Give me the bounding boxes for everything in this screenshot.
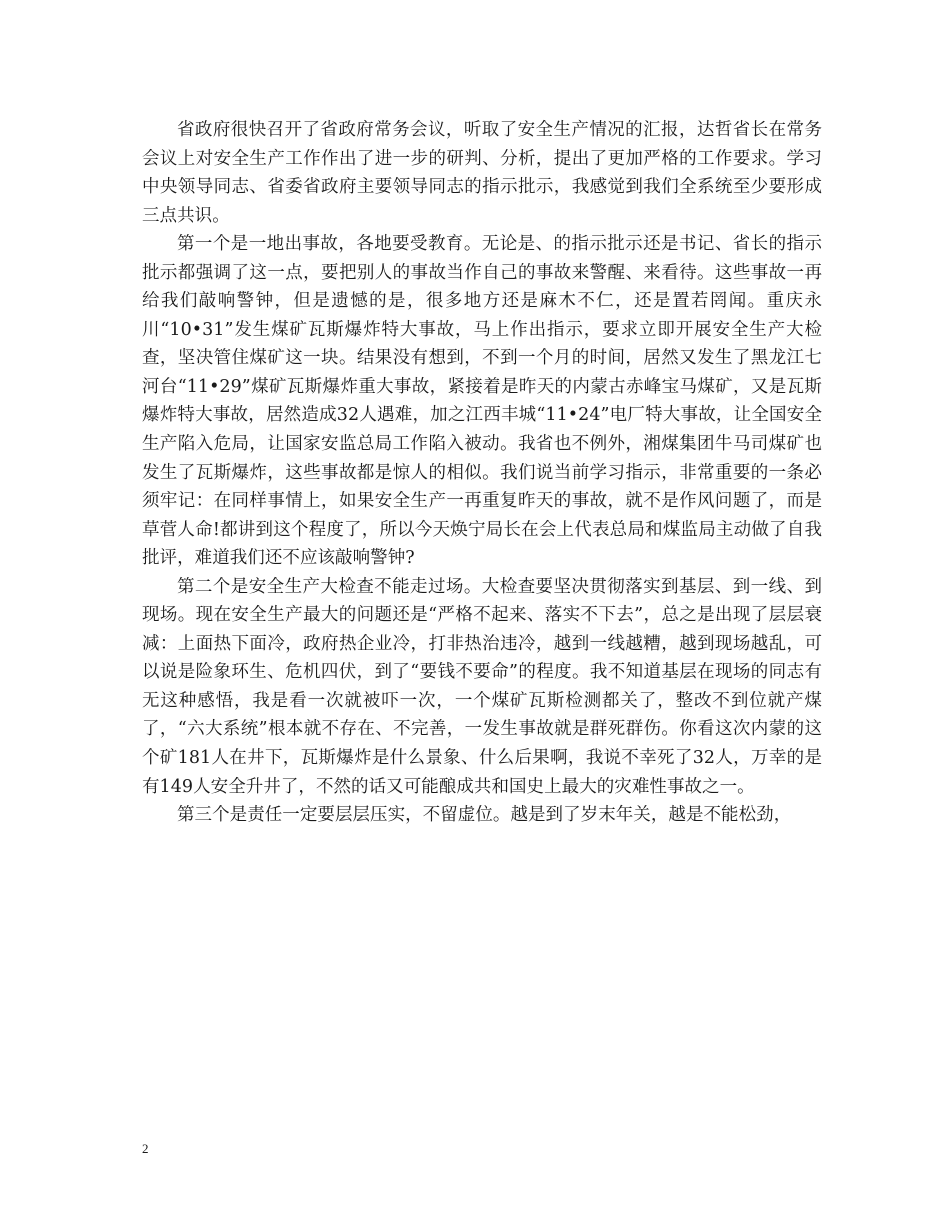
paragraph-4: 第三个是责任一定要层层压实，不留虚位。越是到了岁末年关，越是不能松劲， <box>177 805 792 826</box>
document-body <box>142 116 822 830</box>
paragraph-1: 省政府很快召开了省政府常务会议，听取了安全生产情况的汇报，达哲省长在常务会议上对安全生产工作作出了进一步的研判、分析，提出了更加严格的工作要求。学习中央领导同志、省委省政府主要领导同志的指示批示，我感觉到我们全系统至少要形成三点共识。 <box>142 120 822 226</box>
paragraph-2: 第一个是一地出事故，各地要受教育。无论是、的指示批示还是书记、省长的指示批示都强调了这一点，要把别人的事故当作自己的事故来警醒、来看待。这些事故一再给我们敲响警钟，但是遗憾的是，很多地方还是麻木不仁，还是置若罔闻。重庆永川“10•31”发生煤矿瓦斯爆炸特大事故，马上作出指示，要求立即开展安全生产大检查，坚决管住煤矿这一块。结果没有想到，不到一个月的时间，居然又发生了黑龙江七河台“11•29”煤矿瓦斯爆炸重大事故，紧接着是昨天的内蒙古赤峰宝马煤矿，又是瓦斯爆炸特大事故，居然造成32人遇难，加之江西丰城“11•24”电厂特大事故，让全国安全生产陷入危局，让国家安监总局工作陷入被动。我省也不例外，湘煤集团牛马司煤矿也发生了瓦斯爆炸，这些事故都是惊人的相似。我们说当前学习指示，非常重要的一条必须牢记：在同样事情上，如果安全生产一再重复昨天的事故，就不是作风问题了，而是草菅人命!都讲到这个程度了，所以今天焕宁局长在会上代表总局和煤监局主动做了自我批评，难道我们还不应该敲响警钟? <box>142 234 822 569</box>
paragraph-3: 第二个是安全生产大检查不能走过场。大检查要坚决贯彻落实到基层、到一线、到现场。现在安全生产最大的问题还是“严格不起来、落实不下去”，总之是出现了层层衰减：上面热下面冷，政府热企业冷，打非热治违冷，越到一线越糟，越到现场越乱，可以说是险象环生、危机四伏，到了“要钱不要命”的程度。我不知道基层在现场的同志有无这种感悟，我是看一次就被吓一次，一个煤矿瓦斯检测都关了，整改不到位就产煤了，“六大系统”根本就不存在、不完善，一发生事故就是群死群伤。你看这次内蒙的这个矿181人在井下，瓦斯爆炸是什么景象、什么后果啊，我说不幸死了32人，万幸的是有149人安全升井了，不然的话又可能酿成共和国史上最大的灾难性事故之一。 <box>142 576 822 797</box>
page-number: 2 <box>142 1141 149 1156</box>
